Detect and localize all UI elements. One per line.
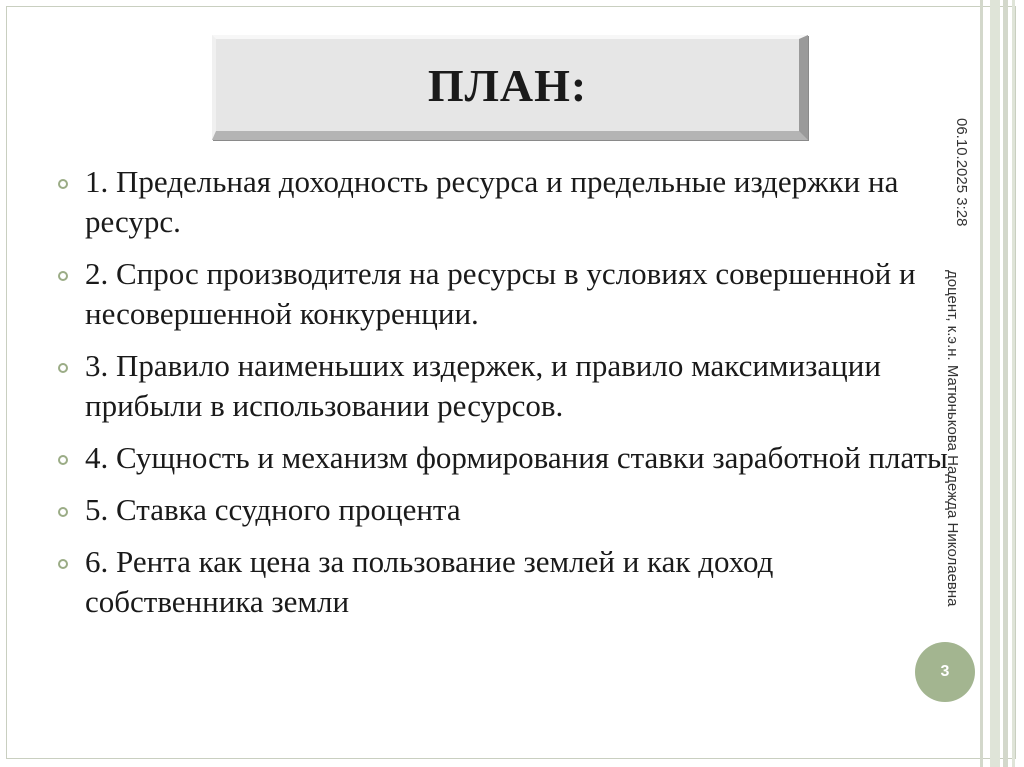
list-item-text: 3. Правило наименьших издержек, и правило максимизации прибыли в использовании ресурсов. <box>85 348 881 423</box>
list-item <box>58 346 953 426</box>
list-item <box>58 542 953 622</box>
list-item-text: 5. Ставка ссудного процента <box>85 492 461 527</box>
bullet-icon <box>58 271 68 281</box>
list-item-text: 4. Сущность и механизм формирования ставки заработной платы <box>85 440 948 475</box>
title-box <box>212 35 808 140</box>
slide-title: ПЛАН: <box>427 59 588 111</box>
list-item-text: 1. Предельная доходность ресурса и предельные издержки на ресурс. <box>85 164 899 239</box>
bullet-icon <box>58 455 68 465</box>
slide-author: доцент, к.э.н. Матюнькова Надежда Николаевна <box>944 270 961 607</box>
decor-stripe <box>1003 0 1008 767</box>
slide-date: 06.10.2025 3:28 <box>953 118 970 227</box>
list-item-text: 2. Спрос производителя на ресурсы в условиях совершенной и несовершенной конкуренции. <box>85 256 916 331</box>
list-item <box>58 254 953 334</box>
list-item-text: 6. Рента как цена за пользование землей и как доход собственника земли <box>85 544 774 619</box>
page-number: 3 <box>915 642 975 702</box>
decor-stripe <box>1012 0 1015 767</box>
bullet-icon <box>58 507 68 517</box>
list-item <box>58 438 953 478</box>
list-item <box>58 162 953 242</box>
decor-stripe <box>990 0 1000 767</box>
bullet-icon <box>58 363 68 373</box>
list-item <box>58 490 953 530</box>
decor-stripe <box>980 0 983 767</box>
bullet-icon <box>58 179 68 189</box>
bullet-icon <box>58 559 68 569</box>
plan-list <box>58 162 953 634</box>
